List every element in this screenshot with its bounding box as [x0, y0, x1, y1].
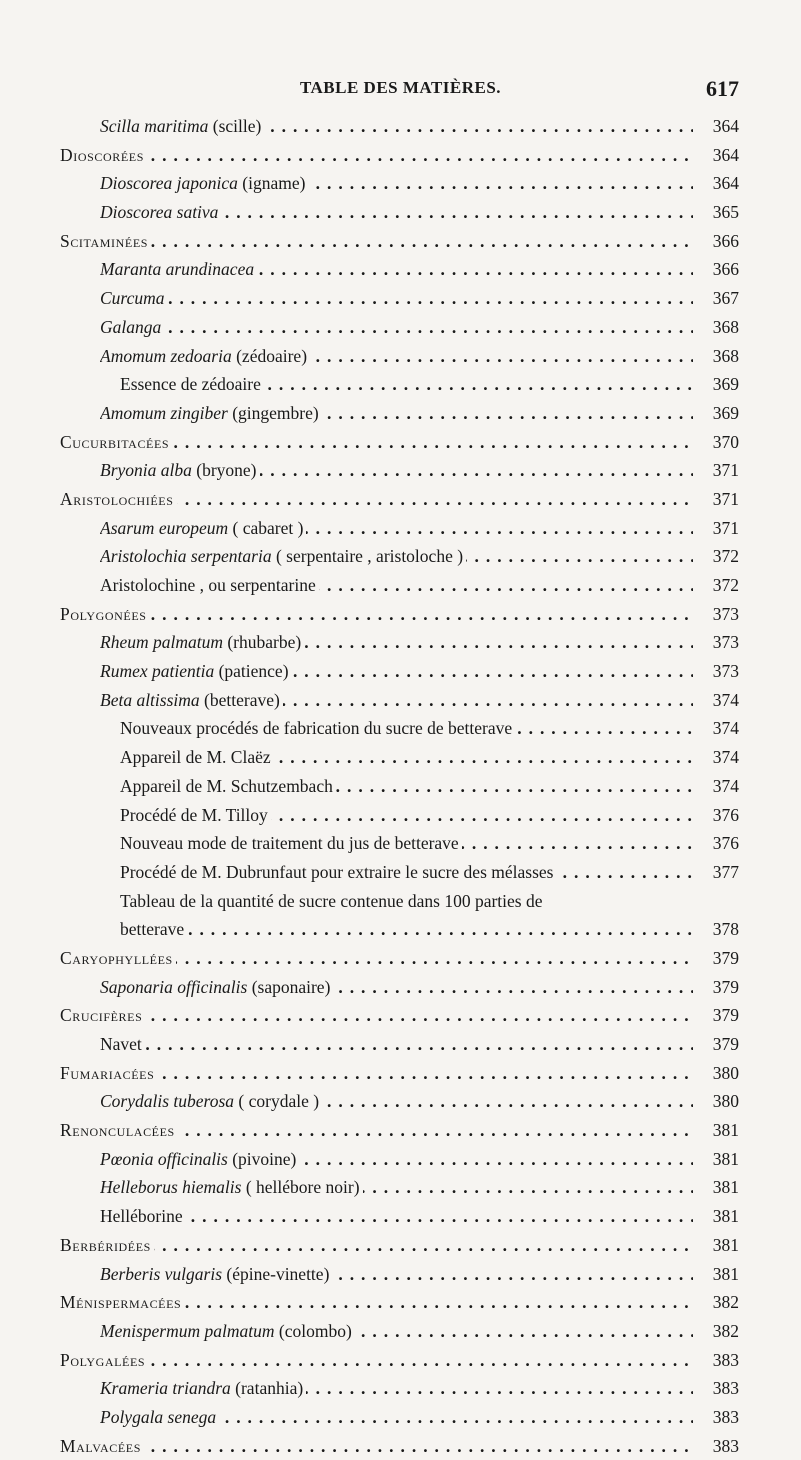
entry-page-number: 373: [712, 632, 739, 653]
entry-label: [100, 346, 310, 366]
entry-page-number: 371: [712, 517, 739, 538]
toc-entry: [60, 514, 739, 543]
entry-page-number: 374: [712, 689, 739, 710]
entry-page-number: 374: [712, 775, 739, 796]
entry-label-with-leader: [100, 1374, 693, 1403]
entry-label: Nouveau mode de traitement du jus de betterave: [120, 833, 462, 853]
entry-label-with-leader: [60, 944, 693, 973]
latin-name: Krameria triandra: [100, 1378, 231, 1399]
common-name: (épine-vinette): [222, 1263, 330, 1284]
entry-label: Polygalées: [60, 1350, 148, 1370]
entry-page-number: 379: [712, 976, 739, 997]
entry-label-with-leader: [60, 1432, 693, 1460]
entry-page-number: 383: [712, 1378, 739, 1399]
entry-label-with-leader: [120, 801, 693, 830]
entry-page-number: 374: [712, 747, 739, 768]
entry-label-with-leader: [60, 1059, 693, 1088]
entry-label: [100, 977, 333, 997]
entry-page-number: 369: [712, 374, 739, 395]
entry-page-number: 372: [712, 575, 739, 595]
entry-label-with-leader: [120, 743, 693, 772]
entry-label-with-leader: [100, 973, 693, 1002]
entry-label: Scitaminées: [60, 231, 151, 251]
toc-entry: [60, 657, 739, 686]
entry-page-number: 368: [712, 316, 739, 337]
entry-label-with-leader: [100, 198, 693, 227]
toc-family-entry: [60, 227, 739, 256]
toc-entry: [60, 714, 739, 743]
common-name: ( hellébore noir): [241, 1177, 360, 1198]
latin-name: Corydalis tuberosa: [100, 1091, 235, 1112]
entry-label: Caryophyllées: [60, 948, 176, 968]
toc-entry: [60, 915, 739, 944]
entry-label: [100, 1177, 363, 1197]
entry-label: [100, 661, 292, 681]
toc-entry: [60, 255, 739, 284]
entry-page-number: 373: [712, 603, 739, 624]
toc-entry: [60, 313, 739, 342]
entry-page-number: 381: [712, 1206, 739, 1227]
toc-family-entry: [60, 600, 739, 629]
entry-page-number: 366: [712, 259, 739, 280]
entry-label-with-leader: [60, 600, 693, 629]
entry-label-with-leader: [100, 628, 693, 657]
entry-label: [100, 259, 257, 279]
entry-label: [100, 690, 283, 710]
entry-label: betterave: [120, 919, 187, 939]
toc-entry: [60, 1317, 739, 1346]
toc-entry: [60, 1260, 739, 1289]
toc-entry: [60, 169, 739, 198]
toc-family-entry: [60, 1288, 739, 1317]
toc-entry: [60, 1403, 739, 1432]
entry-label: Dioscorées: [60, 145, 147, 165]
toc-family-entry: [60, 141, 739, 170]
entry-label-with-leader: [100, 686, 693, 715]
entry-label: Procédé de M. Tilloy: [120, 805, 271, 825]
entry-label: Fumariacées: [60, 1063, 157, 1083]
toc-entry: [60, 370, 739, 399]
entry-page-number: 373: [712, 661, 739, 682]
entry-page-number: 383: [712, 1349, 739, 1370]
entry-label-with-leader: [60, 227, 693, 256]
entry-page-number: 379: [712, 1034, 739, 1054]
entry-label: [100, 1091, 322, 1111]
entry-page-number: 364: [712, 144, 739, 165]
entry-label: [100, 546, 466, 566]
toc-entry: [60, 858, 739, 887]
latin-name: Bryonia alba: [100, 460, 192, 481]
common-name: (scille): [208, 116, 262, 136]
entry-label: [100, 202, 221, 222]
entry-label-with-leader: [100, 1145, 693, 1174]
entry-label: [100, 1264, 332, 1284]
entry-label: [100, 632, 304, 652]
entry-label: [100, 317, 164, 337]
toc-list: [60, 112, 739, 1460]
toc-family-entry: [60, 1231, 739, 1260]
entry-label-with-leader: [100, 112, 693, 141]
common-name: (betterave): [199, 689, 280, 710]
entry-label: Navet: [100, 1034, 145, 1054]
toc-family-entry: [60, 944, 739, 973]
entry-page-number: 364: [712, 116, 739, 136]
latin-name: Pœonia officinalis: [100, 1148, 228, 1169]
toc-entry: [60, 686, 739, 715]
entry-label: [100, 116, 264, 136]
common-name: (colombo): [274, 1320, 352, 1341]
common-name: (zédoaire): [231, 345, 308, 366]
entry-label: Crucifères: [60, 1005, 145, 1025]
entry-label: Polygonées: [60, 604, 150, 624]
entry-label: Cucurbitacées: [60, 432, 172, 452]
entry-page-number: 364: [712, 173, 739, 194]
entry-label: [100, 518, 306, 538]
entry-label: Ménispermacées: [60, 1292, 184, 1312]
toc-family-entry: [60, 1116, 739, 1145]
entry-label: Renonculacées: [60, 1120, 178, 1140]
latin-name: Polygala senega: [100, 1406, 217, 1427]
entry-label: Appareil de M. Claëz: [120, 747, 274, 767]
toc-entry: [60, 571, 739, 600]
common-name: ( serpentaire , aristoloche ): [271, 546, 464, 567]
latin-name: Scilla maritima: [100, 116, 209, 136]
entry-label: [100, 173, 308, 193]
entry-label-with-leader: [100, 1173, 693, 1202]
common-name: (saponaire): [247, 976, 331, 997]
table-of-contents: [0, 112, 801, 1460]
entry-page-number: 366: [712, 230, 739, 251]
entry-label-with-leader: [100, 284, 693, 313]
entry-page-number: 371: [712, 488, 739, 509]
latin-name: Amomum zedoaria: [100, 345, 232, 366]
toc-entry: [60, 1087, 739, 1116]
latin-name: Galanga: [100, 316, 162, 337]
toc-entry: [60, 801, 739, 830]
entry-label-with-leader: [100, 456, 693, 485]
entry-page-number: 377: [712, 861, 739, 882]
entry-label: [100, 1149, 299, 1169]
toc-entry: [60, 772, 739, 801]
latin-name: Saponaria officinalis: [100, 976, 248, 997]
toc-family-entry: [60, 485, 739, 514]
latin-name: Amomum zingiber: [100, 402, 228, 423]
entry-label: Aristolochine , ou serpentarine: [100, 575, 319, 595]
entry-label: [100, 403, 322, 423]
common-name: (rhubarbe): [222, 632, 302, 653]
entry-page-number: 370: [712, 431, 739, 452]
latin-name: Asarum europeum: [100, 517, 229, 538]
entry-page-number: 379: [712, 1005, 739, 1026]
entry-label-with-leader: [60, 485, 693, 514]
entry-page-number: 381: [712, 1120, 739, 1141]
page-number: 617: [706, 76, 739, 101]
toc-entry: [60, 973, 739, 1002]
entry-label-with-leader: [100, 542, 693, 571]
toc-entry: [60, 628, 739, 657]
common-name: (gingembre): [227, 402, 319, 423]
toc-entry: [60, 743, 739, 772]
entry-page-number: 380: [712, 1091, 739, 1112]
toc-family-entry: [60, 1059, 739, 1088]
entry-page-number: 381: [712, 1263, 739, 1284]
entry-page-number: 367: [712, 288, 739, 309]
entry-label-with-leader: [60, 428, 693, 457]
toc-family-entry: [60, 1346, 739, 1375]
entry-label-with-leader: [100, 1202, 693, 1231]
entry-page-number: 368: [712, 345, 739, 366]
common-name: ( corydale ): [234, 1091, 320, 1112]
entry-label-with-leader: [100, 399, 693, 428]
toc-entry: [60, 829, 739, 858]
entry-label-with-leader: [60, 141, 693, 170]
entry-label: [100, 1407, 219, 1427]
entry-label-with-leader: [120, 714, 693, 743]
common-name: (igname): [237, 173, 306, 194]
common-name: (ratanhia): [230, 1378, 304, 1399]
entry-label-with-leader: [60, 1001, 693, 1030]
entry-page-number: 374: [712, 718, 739, 739]
entry-label-with-leader: [60, 1116, 693, 1145]
entry-label: Appareil de M. Schutzembach: [120, 776, 336, 796]
page-header: [0, 76, 801, 104]
running-title: TABLE DES MATIÈRES.: [299, 78, 502, 97]
entry-label: Nouveaux procédés de fabrication du sucre de betterave: [120, 718, 515, 738]
entry-page-number: 371: [712, 460, 739, 481]
entry-label: [100, 460, 260, 480]
entry-page-number: 383: [712, 1406, 739, 1427]
entry-label-with-leader: [100, 571, 693, 600]
toc-entry-continued-line: Tableau de la quantité de sucre contenue dans 100 parties de: [120, 890, 543, 911]
entry-label-with-leader: [100, 514, 693, 543]
common-name: (bryone): [191, 460, 257, 481]
toc-entry: [60, 456, 739, 485]
entry-page-number: 369: [712, 402, 739, 423]
entry-page-number: 381: [712, 1177, 739, 1198]
toc-entry: [60, 342, 739, 371]
entry-label: Malvacées: [60, 1436, 144, 1456]
entry-page-number: 382: [712, 1292, 739, 1313]
toc-entry: [60, 1202, 739, 1231]
entry-label-with-leader: [100, 342, 693, 371]
toc-family-entry: [60, 428, 739, 457]
entry-label-with-leader: [100, 1317, 693, 1346]
toc-entry: [60, 284, 739, 313]
entry-label-with-leader: [120, 858, 693, 887]
toc-entry: [60, 399, 739, 428]
entry-label-with-leader: [120, 772, 693, 801]
entry-page-number: 380: [712, 1062, 739, 1083]
entry-label-with-leader: [120, 829, 693, 858]
entry-page-number: 383: [712, 1435, 739, 1456]
entry-page-number: 365: [712, 202, 739, 223]
toc-family-entry: [60, 1001, 739, 1030]
toc-entry: [60, 1030, 739, 1059]
entry-label-with-leader: [120, 370, 693, 399]
entry-label: Procédé de M. Dubrunfaut pour extraire le sucre des mélasses: [120, 862, 556, 882]
latin-name: Dioscorea sativa: [100, 202, 219, 223]
latin-name: Dioscorea japonica: [100, 173, 238, 194]
toc-entry: [60, 542, 739, 571]
entry-label-with-leader: [60, 1346, 693, 1375]
entry-label-with-leader: [100, 1260, 693, 1289]
entry-label-with-leader: [100, 169, 693, 198]
latin-name: Aristolochia serpentaria: [100, 546, 272, 567]
entry-label: Berbéridées: [60, 1235, 154, 1255]
latin-name: Curcuma: [100, 288, 165, 309]
entry-label-with-leader: [100, 255, 693, 284]
entry-label-with-leader: [100, 1030, 693, 1059]
latin-name: Berberis vulgaris: [100, 1263, 223, 1284]
entry-label-with-leader: [120, 915, 693, 944]
latin-name: Maranta arundinacea: [100, 259, 255, 280]
latin-name: Helleborus hiemalis: [100, 1177, 242, 1198]
toc-entry: [60, 1374, 739, 1403]
common-name: (pivoine): [227, 1148, 297, 1169]
entry-page-number: 376: [712, 833, 739, 854]
toc-entry: [60, 1145, 739, 1174]
toc-entry: [60, 112, 739, 141]
latin-name: Menispermum palmatum: [100, 1320, 275, 1341]
entry-page-number: 381: [712, 1234, 739, 1255]
latin-name: Rumex patientia: [100, 661, 215, 682]
entry-label-with-leader: [60, 1288, 693, 1317]
entry-page-number: 381: [712, 1148, 739, 1169]
entry-page-number: 379: [712, 947, 739, 968]
entry-label-with-leader: [100, 313, 693, 342]
entry-label-with-leader: [100, 1403, 693, 1432]
entry-page-number: 372: [712, 546, 739, 567]
common-name: ( cabaret ): [228, 517, 304, 538]
entry-label: Helléborine: [100, 1206, 186, 1226]
entry-label-with-leader: [100, 1087, 693, 1116]
latin-name: Rheum palmatum: [100, 632, 223, 653]
toc-entry: [60, 1173, 739, 1202]
entry-label-with-leader: [100, 657, 693, 686]
entry-page-number: 376: [712, 804, 739, 825]
entry-label: Essence de zédoaire: [120, 374, 264, 394]
entry-label: [100, 288, 168, 308]
entry-label: [100, 1378, 306, 1398]
entry-label: Aristolochiées: [60, 489, 177, 509]
entry-label-with-leader: [60, 1231, 693, 1260]
entry-page-number: 382: [712, 1320, 739, 1341]
common-name: (patience): [214, 661, 289, 682]
entry-page-number: 378: [712, 919, 739, 940]
latin-name: Beta altissima: [100, 689, 200, 710]
toc-entry: [60, 198, 739, 227]
toc-family-entry: [60, 1432, 739, 1460]
